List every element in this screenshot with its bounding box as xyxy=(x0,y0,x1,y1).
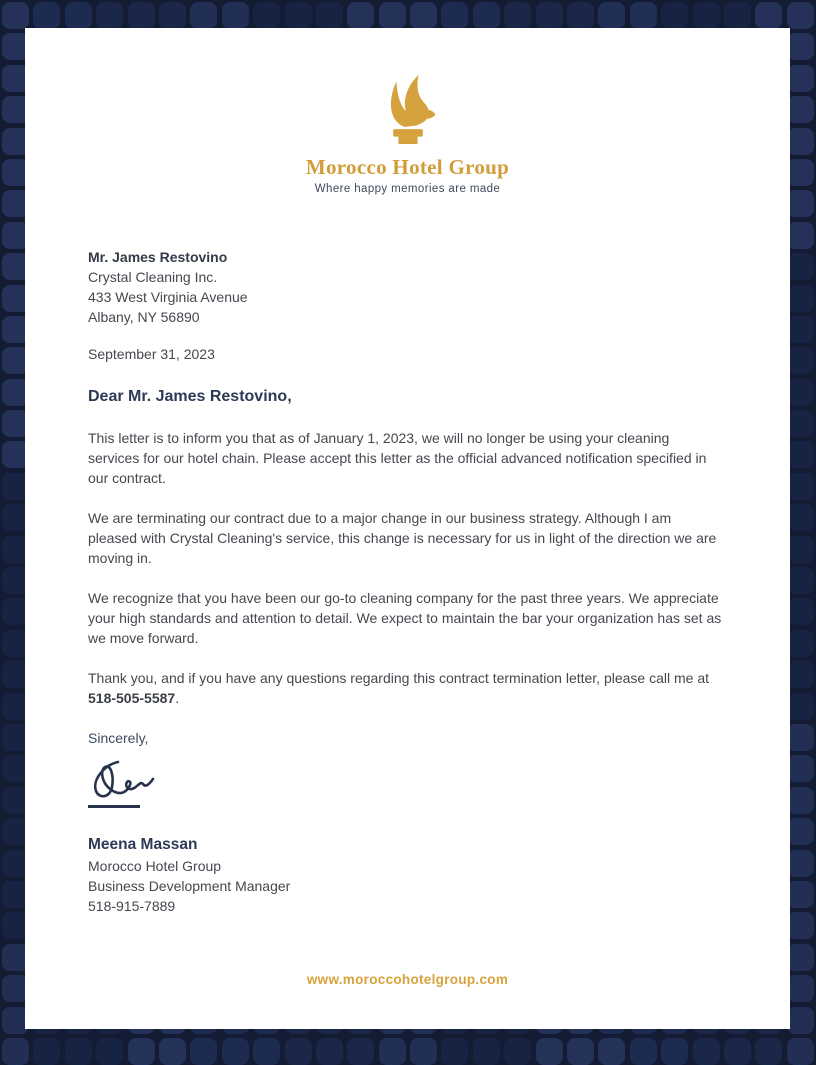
mosaic-tile xyxy=(567,1038,594,1065)
mosaic-tile xyxy=(441,2,468,29)
signature-block xyxy=(88,758,722,808)
mosaic-tile xyxy=(661,1038,688,1065)
mosaic-tile xyxy=(598,2,625,29)
mosaic-tile xyxy=(787,755,814,782)
mosaic-tile xyxy=(787,881,814,908)
handwritten-signature-icon xyxy=(88,758,174,804)
body-paragraph-4 xyxy=(88,668,722,708)
letter-body xyxy=(25,247,790,916)
mosaic-tile xyxy=(253,1038,280,1065)
mosaic-tile xyxy=(410,2,437,29)
letterhead xyxy=(25,74,790,195)
mosaic-tile xyxy=(787,347,814,374)
mosaic-tile xyxy=(787,159,814,186)
mosaic-tile xyxy=(316,1038,343,1065)
mosaic-tile xyxy=(441,1038,468,1065)
sender-company: Morocco Hotel Group xyxy=(88,857,222,874)
mosaic-tile xyxy=(787,975,814,1002)
mosaic-tile xyxy=(787,2,814,29)
sender-name: Meena Massan xyxy=(88,835,198,853)
mosaic-tile xyxy=(787,410,814,437)
mosaic-tile xyxy=(661,2,688,29)
mosaic-tile xyxy=(787,379,814,406)
mosaic-tile xyxy=(724,2,751,29)
mosaic-tile xyxy=(253,2,280,29)
mosaic-tile xyxy=(536,1038,563,1065)
mosaic-tile xyxy=(787,441,814,468)
signature-underline xyxy=(88,805,140,808)
mosaic-tile xyxy=(787,598,814,625)
mosaic-tile xyxy=(787,944,814,971)
recipient-address-block xyxy=(88,247,722,327)
recipient-street: 433 West Virginia Avenue xyxy=(88,289,248,305)
mosaic-tile xyxy=(2,1038,29,1065)
mosaic-tile xyxy=(787,253,814,280)
mosaic-tile xyxy=(787,630,814,657)
recipient-city: Albany, NY 56890 xyxy=(88,309,200,325)
mosaic-tile xyxy=(2,2,29,29)
mosaic-tile xyxy=(504,2,531,29)
mosaic-tile xyxy=(33,1038,60,1065)
closing-paragraph-text: Thank you, and if you have any questions regarding this contract termination letter, please call me at xyxy=(88,670,710,686)
mosaic-tile xyxy=(159,1038,186,1065)
mosaic-tile xyxy=(347,2,374,29)
mosaic-tile xyxy=(755,1038,782,1065)
mosaic-tile xyxy=(787,661,814,688)
page-footer xyxy=(25,971,790,989)
mosaic-tile xyxy=(787,128,814,155)
body-paragraph-2: We are terminating our contract due to a major change in our business strategy. Although I am pleased with Crystal Cleaning's service, this change is necessary for us in light of the direction we are moving in. xyxy=(88,510,717,566)
mosaic-tile xyxy=(787,818,814,845)
body-paragraph-3: We recognize that you have been our go-to cleaning company for the past three years. We appreciate your high standards and attention to detail. We expect to maintain the bar your organization has set as we move forward. xyxy=(88,590,722,646)
mosaic-tile xyxy=(285,2,312,29)
mosaic-tile xyxy=(724,1038,751,1065)
mosaic-tile xyxy=(787,65,814,92)
mosaic-tile xyxy=(379,1038,406,1065)
mosaic-tile xyxy=(285,1038,312,1065)
mosaic-tile xyxy=(755,2,782,29)
mosaic-tile xyxy=(787,1038,814,1065)
mosaic-tile xyxy=(787,96,814,123)
date-line: September 31, 2023 xyxy=(88,346,215,362)
mosaic-tile xyxy=(787,536,814,563)
sender-title: Business Development Manager xyxy=(88,877,291,894)
mosaic-tile xyxy=(693,2,720,29)
mosaic-tile xyxy=(787,724,814,751)
hotel-logo-flame-bird-icon xyxy=(376,74,440,144)
mosaic-tile xyxy=(787,504,814,531)
mosaic-tile xyxy=(787,567,814,594)
letter-page xyxy=(25,28,790,1029)
mosaic-tile xyxy=(787,33,814,60)
contact-phone-number: 518-505-5587 xyxy=(88,690,176,706)
mosaic-tile xyxy=(536,2,563,29)
mosaic-tile xyxy=(347,1038,374,1065)
brand-tagline: Where happy memories are made xyxy=(314,183,501,195)
mosaic-tile xyxy=(787,222,814,249)
brand-name: Morocco Hotel Group xyxy=(305,155,510,179)
body-paragraph-1: This letter is to inform you that as of January 1, 2023, we will no longer be using your cleaning services for our hotel chain. Please accept this letter as the official advanced notification specified in our contract. xyxy=(88,430,707,486)
mosaic-tile xyxy=(190,1038,217,1065)
mosaic-tile xyxy=(128,2,155,29)
mosaic-tile xyxy=(630,2,657,29)
recipient-name: Mr. James Restovino xyxy=(88,249,228,265)
mosaic-tile xyxy=(598,1038,625,1065)
mosaic-tile xyxy=(96,1038,123,1065)
website-link[interactable]: www.moroccohotelgroup.com xyxy=(306,971,509,987)
mosaic-tile xyxy=(630,1038,657,1065)
mosaic-tile xyxy=(128,1038,155,1065)
sender-block xyxy=(88,834,722,916)
mosaic-tile xyxy=(567,2,594,29)
mosaic-tile xyxy=(222,2,249,29)
mosaic-tile xyxy=(787,693,814,720)
mosaic-tile xyxy=(473,1038,500,1065)
closing-paragraph-period: . xyxy=(175,690,180,706)
mosaic-tile xyxy=(379,2,406,29)
mosaic-tile xyxy=(316,2,343,29)
mosaic-tile xyxy=(65,1038,92,1065)
mosaic-tile xyxy=(410,1038,437,1065)
mosaic-tile xyxy=(96,2,123,29)
mosaic-tile xyxy=(190,2,217,29)
mosaic-tile xyxy=(473,2,500,29)
mosaic-tile xyxy=(787,1007,814,1034)
mosaic-tile xyxy=(787,285,814,312)
mosaic-tile xyxy=(65,2,92,29)
sender-phone: 518-915-7889 xyxy=(88,897,176,914)
recipient-company: Crystal Cleaning Inc. xyxy=(88,269,218,285)
mosaic-tile xyxy=(159,2,186,29)
mosaic-tile xyxy=(787,912,814,939)
mosaic-tile xyxy=(787,190,814,217)
mosaic-tile xyxy=(787,473,814,500)
mosaic-tile xyxy=(693,1038,720,1065)
mosaic-tile xyxy=(787,850,814,877)
mosaic-tile xyxy=(33,2,60,29)
mosaic-tile xyxy=(222,1038,249,1065)
closing-valediction: Sincerely, xyxy=(88,730,149,746)
mosaic-tile xyxy=(504,1038,531,1065)
mosaic-tile xyxy=(787,316,814,343)
salutation: Dear Mr. James Restovino, xyxy=(88,388,292,405)
mosaic-tile xyxy=(787,787,814,814)
